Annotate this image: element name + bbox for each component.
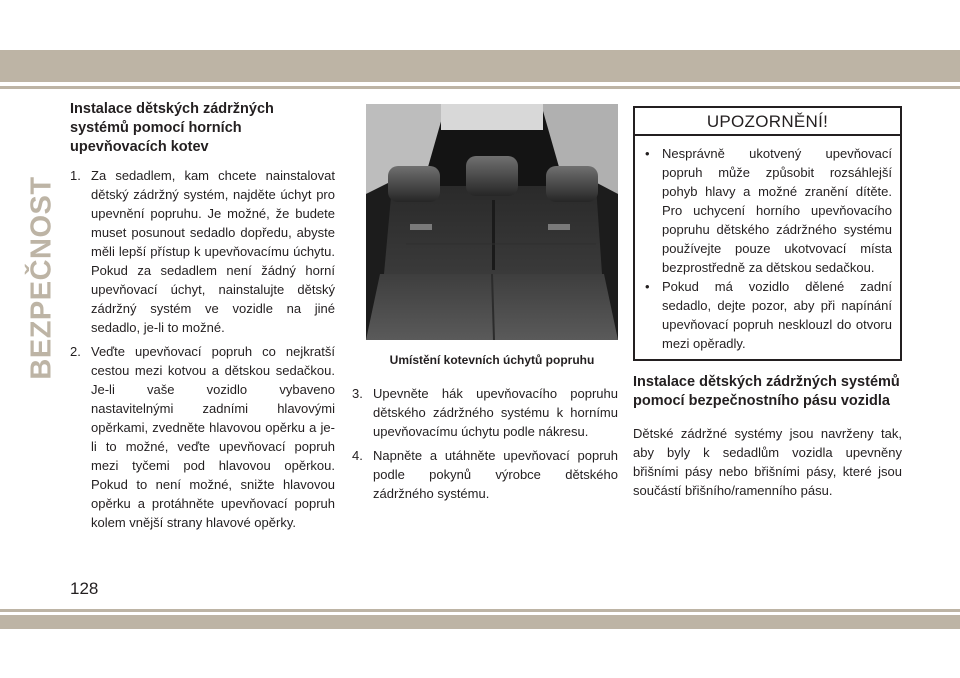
body-paragraph: Dětské zádržné systémy jsou navrženy tak, aby byly k sedadlům vozidla upevněny břišními pásy nebo břišními pásy, které jsou součástí břišního/ramenního pásu. xyxy=(633,426,902,498)
section-heading-seat-belt: Instalace dětských zádržných systémů pomocí bezpečnostního pásu vozidla xyxy=(633,374,900,409)
image-caption: Umístění kotevních úchytů popruhu xyxy=(389,353,595,367)
header-band xyxy=(0,50,960,82)
step-text: Za sedadlem, kam chcete nainstalovat dětský zádržný systém, najděte úchyt pro upevnění popruhu. Je možné, že budete muset posunout sedadlo dopředu, abyste měli lepší přístup k upevňovacímu úchytu. Pokud za sedadlem není žádný horní upevňovací úchyt, nainstalujte dětský zádržný systém ve vozidle na jiné sedadlo, je-li to možné. xyxy=(91,168,335,335)
section-heading-top-tether: Instalace dětských zádržných systémů pomocí horních upevňovacích kotev xyxy=(70,101,274,155)
column-left xyxy=(70,100,335,537)
warning-body xyxy=(635,136,900,359)
step-number: 1. xyxy=(70,168,81,183)
warning-box xyxy=(633,106,902,361)
warning-text: Pokud má vozidlo dělené zadní sedadlo, dejte pozor, aby při napínání upevňovací popruh nesklouzl do otvoru mezi opěradly. xyxy=(662,279,892,351)
step-item xyxy=(70,342,335,532)
car-interior-illustration xyxy=(366,104,618,340)
step-text: Upevněte hák upevňovacího popruhu dětského zádržného systému k hornímu upevňovacímu úchytu podle nákresu. xyxy=(373,386,618,439)
step-text: Napněte a utáhněte upevňovací popruh podle pokynů výrobce dětského zádržného systému. xyxy=(373,448,618,501)
warning-item xyxy=(643,277,892,353)
step-item xyxy=(352,446,618,503)
steps-list-1 xyxy=(70,166,335,532)
page-number: 128 xyxy=(70,579,99,598)
tether-anchor-photo xyxy=(366,104,618,340)
step-number: 2. xyxy=(70,344,81,359)
warning-title: UPOZORNĚNÍ! xyxy=(635,108,900,136)
step-item xyxy=(70,166,335,337)
footer-rule xyxy=(0,609,960,612)
section-side-label xyxy=(24,176,60,380)
step-number: 4. xyxy=(352,448,363,463)
column-middle xyxy=(352,100,618,508)
steps-list-2 xyxy=(352,384,618,503)
footer-band xyxy=(0,615,960,629)
section-label-text: BEZPEČNOST xyxy=(25,176,58,380)
warning-item xyxy=(643,144,892,277)
bullet: • xyxy=(645,279,650,294)
column-right xyxy=(633,100,902,500)
header-rule xyxy=(0,86,960,89)
warning-text: Nesprávně ukotvený upevňovací popruh může způsobit rozsáhlejší pohyb hlavy a možné zranění dítěte. Pro uchycení horního upevňovacího popruhu dětského zádržného systému používejte pouze ukotvovací místa bezprostředně za dětskou sedačkou. xyxy=(662,146,892,275)
step-text: Veďte upevňovací popruh co nejkratší cestou mezi kotvou a dětskou sedačkou. Je-li vaše vozidlo vybaveno nastavitelnými zadními hlavovými opěrkami, zvedněte hlavovou opěrku a je-li to možné, veďte upevňovací popruh mezi tyčemi pod hlavovou opěrkou. Pokud to není možné, snižte hlavovou opěrku a protáhněte upevňovací popruh kolem vnější strany hlavové opěrky. xyxy=(91,344,335,530)
bullet: • xyxy=(645,146,650,161)
step-item xyxy=(352,384,618,441)
step-number: 3. xyxy=(352,386,363,401)
